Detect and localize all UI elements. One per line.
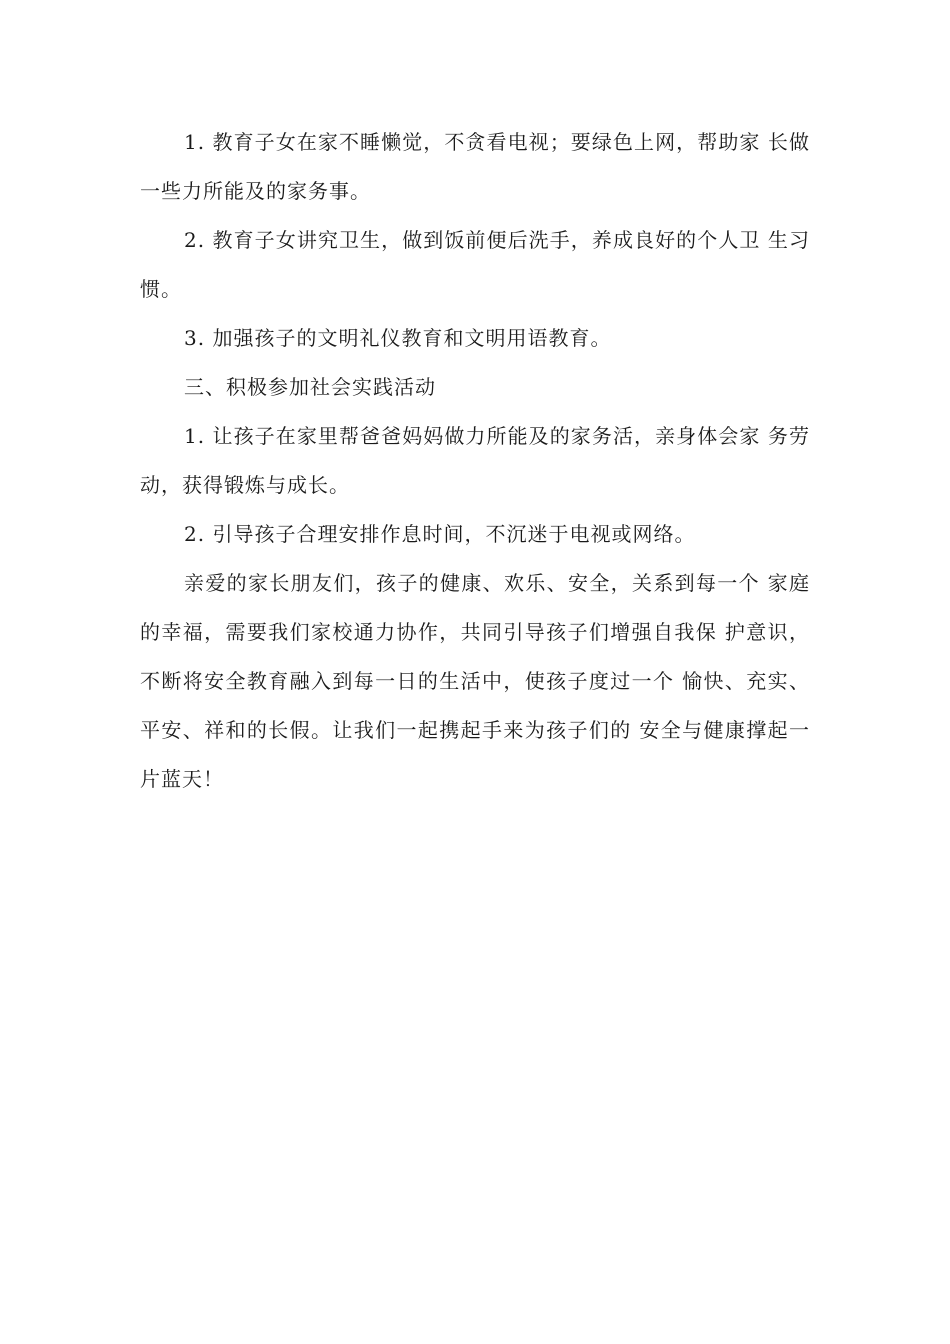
paragraph-etiquette: 3. 加强孩子的文明礼仪教育和文明用语教育。	[184, 326, 612, 350]
paragraph-housework: 1. 让孩子在家里帮爸爸妈妈做力所能及的家务活，亲身体会家 务劳动，获得锻炼与成长。	[140, 424, 810, 497]
paragraph-schedule: 2. 引导孩子合理安排作息时间，不沉迷于电视或网络。	[184, 522, 696, 546]
paragraph-closing: 亲爱的家长朋友们，孩子的健康、欢乐、安全，关系到每一个 家庭的幸福，需要我们家校通力协作，共同引导孩子们增强自我保 护意识，不断将安全教育融入到每一日的生活中，使孩子度过一个 愉快、充实、平安、祥和的长假。让我们一起携起手来为孩子们的 安全与健康撑起一片蓝天！	[140, 571, 810, 791]
paragraph-hygiene: 2. 教育子女讲究卫生，做到饭前便后洗手，养成良好的个人卫 生习惯。	[140, 228, 810, 301]
document-body	[140, 118, 810, 804]
paragraph-chores: 1. 教育子女在家不睡懒觉，不贪看电视；要绿色上网，帮助家 长做一些力所能及的家务事。	[140, 130, 810, 203]
section-heading-social-practice: 三、积极参加社会实践活动	[184, 375, 436, 399]
